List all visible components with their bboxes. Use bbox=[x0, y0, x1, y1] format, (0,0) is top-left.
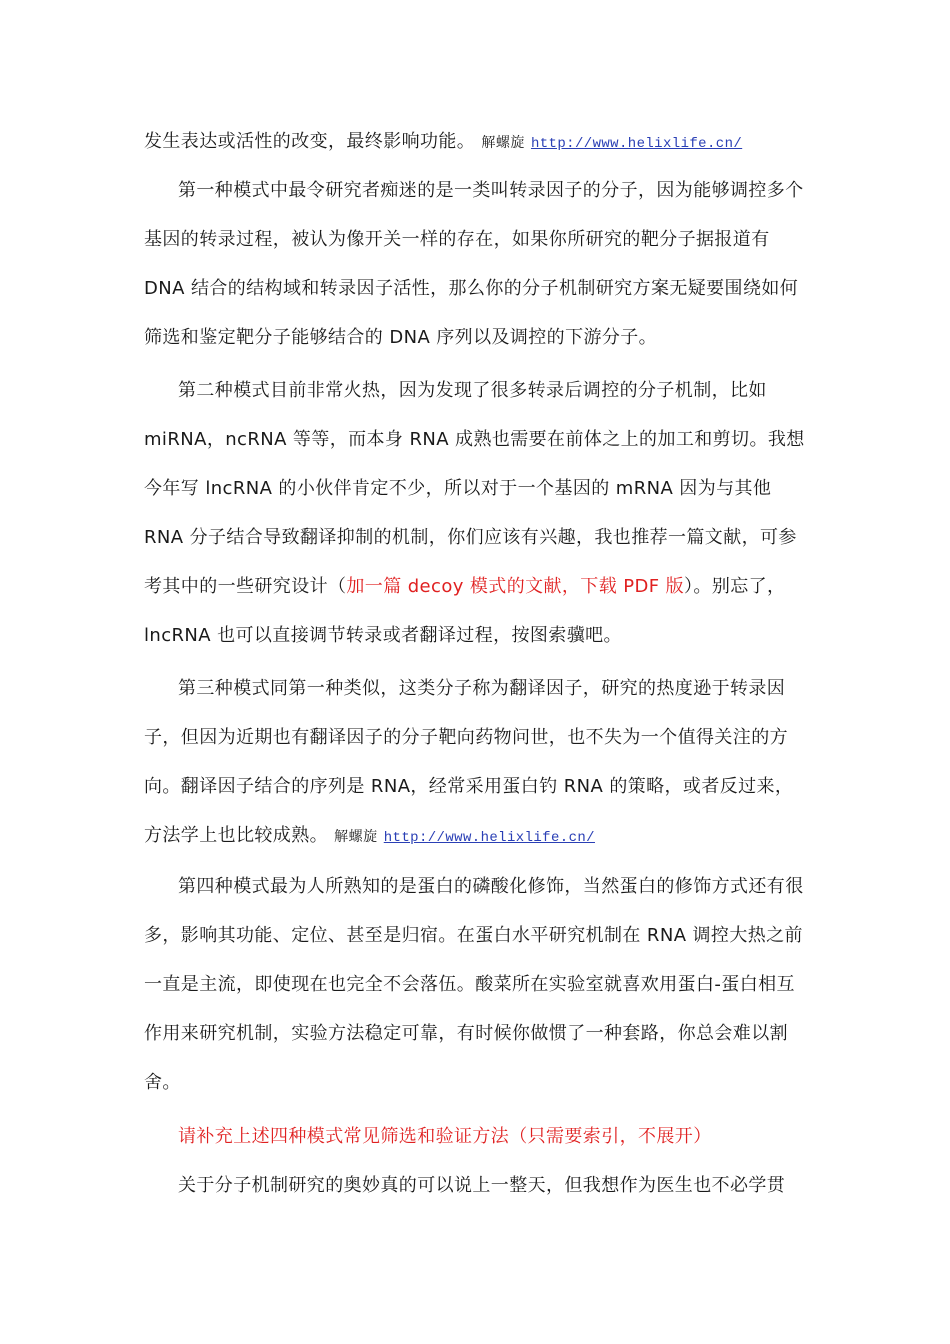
paragraph-protein-modification: 第四种模式最为人所熟知的是蛋白的磷酸化修饰，当然蛋白的修饰方式还有很多，影响其功能、定位、甚至是归宿。在蛋白水平研究机制在 RNA 调控大热之前一直是主流，即使现在也完全不会落伍。酸菜所在实验室就喜欢用蛋白-蛋白相互作用来研究机制，实验方法稳定可靠，有时候你做惯了一种套路，你总会难以割舍。 bbox=[144, 876, 804, 1093]
paragraph-1 bbox=[144, 117, 808, 169]
paragraph-translation-factor bbox=[144, 664, 808, 863]
watermark-link[interactable]: http://www.helixlife.cn/ bbox=[530, 136, 743, 152]
watermark-link-2[interactable]: http://www.helixlife.cn/ bbox=[383, 830, 595, 846]
paragraph-3-text-before: 第二种模式目前非常火热，因为发现了很多转录后调控的分子机制，比如 miRNA，ncRNA 等等，而本身 RNA 成熟也需要在前体之上的加工和剪切。我想今年写 lncRNA 的小伙伴肯定不少，所以对于一个基因的 mRNA 因为与其他 RNA 分子结合导致翻译抑制的机制，你们应该有兴趣，我也推荐一篇文献，可参考其中的一些研究设计（ bbox=[144, 380, 805, 597]
paragraph-3-text-after: ）。别忘了，lncRNA 也可以直接调节转录或者翻译过程，按图索骥吧。 bbox=[144, 576, 786, 646]
watermark-label: 解螺旋 bbox=[481, 135, 525, 151]
paragraph-4-text: 第三种模式同第一种类似，这类分子称为翻译因子，研究的热度逊于转录因子，但因为近期也有翻译因子的分子靶向药物问世，也不失为一个值得关注的方向。翻译因子结合的序列是 RNA，经常采用蛋白钓 RNA 的策略，或者反过来，方法学上也比较成熟。 bbox=[144, 678, 794, 846]
supplement-request-heading: 请补充上述四种模式常见筛选和验证方法（只需要索引，不展开） bbox=[178, 1126, 712, 1147]
paragraph-closing: 关于分子机制研究的奥妙真的可以说上一整天，但我想作为医生也不必学贯 bbox=[178, 1175, 786, 1196]
paragraph-transcription-factor: 第一种模式中最令研究者痴迷的是一类叫转录因子的分子，因为能够调控多个基因的转录过程，被认为像开关一样的存在，如果你所研究的靶分子据报道有 DNA 结合的结构域和转录因子活性，那么你的分子机制研究方案无疑要围绕如何筛选和鉴定靶分子能够结合的 DNA 序列以及调控的下游分子。 bbox=[144, 180, 804, 348]
paragraph-1-text: 发生表达或活性的改变，最终影响功能。 bbox=[144, 131, 476, 152]
decoy-paper-link[interactable]: 加一篇 decoy 模式的文献，下载 PDF 版 bbox=[346, 576, 685, 597]
watermark-label-2: 解螺旋 bbox=[334, 829, 378, 845]
paragraph-post-transcription bbox=[144, 366, 808, 660]
